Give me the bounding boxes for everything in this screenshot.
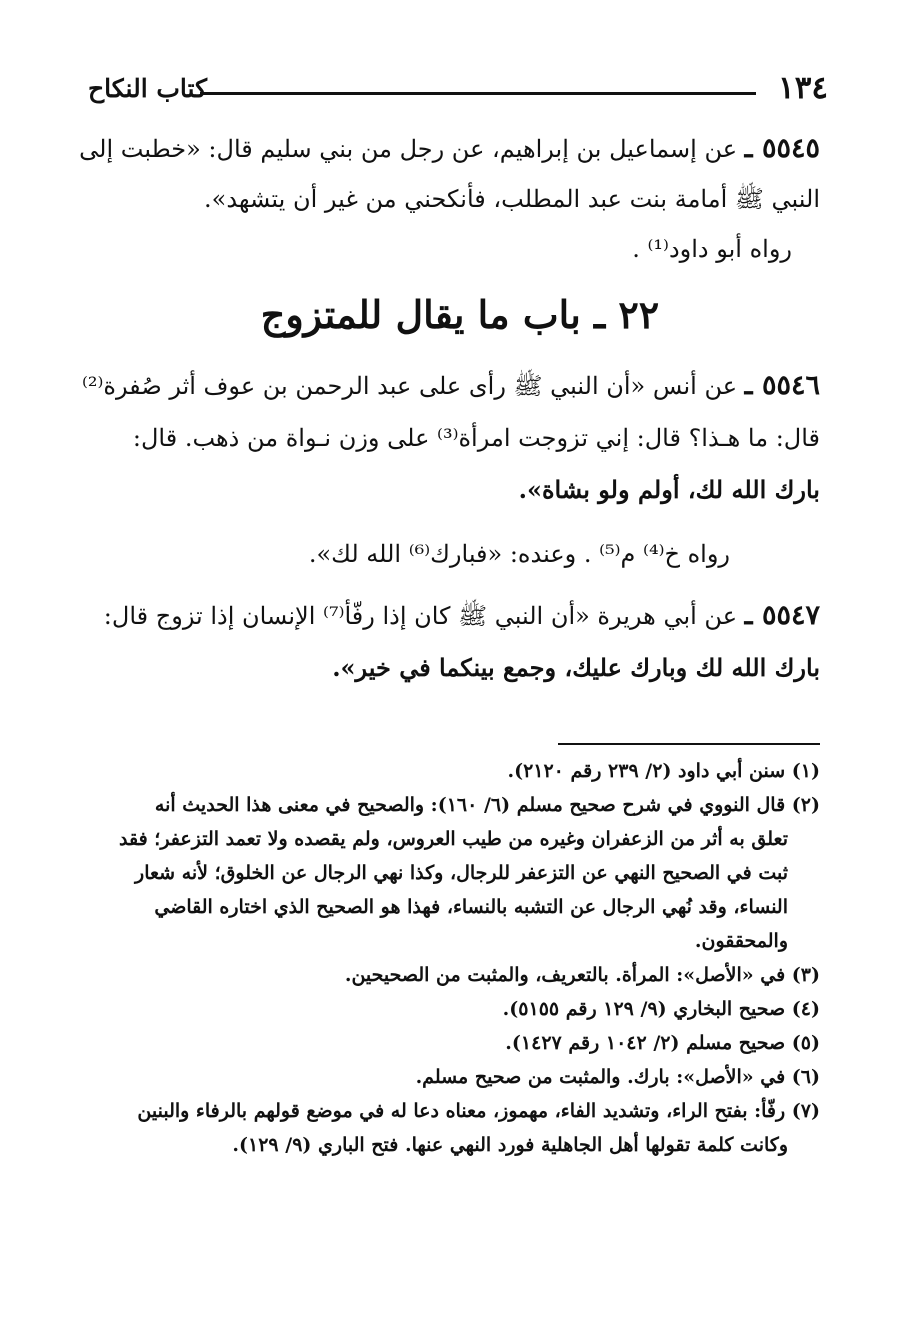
- footnote-line: (٦) في «الأصل»: بارك. والمثبت من صحيح مسلم.: [415, 1066, 820, 1088]
- footnote-line: (٣) في «الأصل»: المرأة. بالتعريف، والمثبت من الصحيحين.: [344, 964, 820, 986]
- footnote-7: [92, 1094, 820, 1162]
- page-number: ١٣٤: [778, 70, 828, 106]
- footnote-6: [92, 1060, 820, 1094]
- hadith-5545-line-1: ٥٥٤٥ ـ عن إسماعيل بن إبراهيم، عن رجل من بني سليم قال: «خطبت إلى: [79, 133, 820, 164]
- hadith-5547: [92, 590, 820, 694]
- footnote-2: [92, 788, 820, 958]
- footnote-line: (٧) رفّأ: بفتح الراء، وتشديد الفاء، مهموز، معناه دعا له في موضع قولهم بالرفاء والبنين: [137, 1100, 820, 1122]
- page-header: [88, 70, 828, 110]
- footnote-1: [92, 754, 820, 788]
- footnote-5: [92, 1026, 820, 1060]
- hadith-5546-source: رواه خ⁽⁴⁾ م⁽⁵⁾ . وعنده: «فبارك⁽⁶⁾ الله لك».: [308, 540, 730, 568]
- footnote-line: تعلق به أثر من الزعفران وغيره من طيب العروس، ولم يقصده ولا تعمد التزعفر؛ فقد: [119, 828, 788, 850]
- header-rule: [200, 92, 756, 95]
- footnote-line: (٥) صحيح مسلم (٢/ ١٠٤٢ رقم ١٤٢٧).: [505, 1032, 820, 1054]
- footnote-line: والمحققون.: [694, 930, 788, 952]
- hadith-number: ٥٥٤٦ ـ: [744, 370, 820, 401]
- footnote-4: [92, 992, 820, 1026]
- footnote-line: (١) سنن أبي داود (٢/ ٢٣٩ رقم ٢١٢٠).: [507, 760, 820, 782]
- footnote-separator: [558, 743, 820, 745]
- footnote-line: (٢) قال النووي في شرح صحيح مسلم (٦/ ١٦٠): والصحيح في معنى هذا الحديث أنه: [154, 794, 820, 816]
- hadith-5547-line-2: بارك الله لك وبارك عليك، وجمع بينكما في خير».: [332, 653, 820, 682]
- chapter-title: ٢٢ ـ باب ما يقال للمتزوج: [260, 292, 660, 337]
- footnote-line: (٤) صحيح البخاري (٩/ ١٢٩ رقم ٥١٥٥).: [502, 998, 820, 1020]
- hadith-5545-line-2: النبي ﷺ أمامة بنت عبد المطلب، فأنكحني من غير أن يتشهد».: [204, 185, 820, 213]
- footnote-line: النساء، وقد نُهي الرجال عن التشبه بالنساء، فهذا هو الصحيح الذي اختاره القاضي: [154, 896, 788, 918]
- footnote-line: ثبت في الصحيح النهي عن التزعفر للرجال، وكذا نهي الرجال عن الخلوق؛ لأنه شعار: [135, 862, 788, 884]
- hadith-5545-source: رواه أبو داود⁽¹⁾ .: [632, 235, 792, 263]
- hadith-5547-line-1: ٥٥٤٧ ـ عن أبي هريرة «أن النبي ﷺ كان إذا رفّأ⁽⁷⁾ الإنسان إذا تزوج قال:: [103, 600, 820, 631]
- footnote-3: [92, 958, 820, 992]
- hadith-5546: [81, 360, 820, 580]
- book-title: كتاب النكاح: [88, 74, 207, 103]
- footnotes: [92, 754, 820, 1162]
- hadith-5546-line-1: ٥٥٤٦ ـ عن أنس «أن النبي ﷺ رأى على عبد الرحمن بن عوف أثر صُفرة⁽²⁾: [81, 370, 820, 401]
- hadith-number: ٥٥٤٧ ـ: [744, 600, 820, 631]
- hadith-5545: [79, 124, 820, 274]
- hadith-5546-line-3: بارك الله لك، أولم ولو بشاة».: [518, 475, 820, 504]
- hadith-number: ٥٥٤٥ ـ: [744, 133, 820, 164]
- footnote-line: وكانت كلمة تقولها أهل الجاهلية فورد النهي عنها. فتح الباري (٩/ ١٢٩).: [232, 1134, 788, 1156]
- hadith-5546-line-2: قال: ما هـذا؟ قال: إني تزوجت امرأة⁽³⁾ على وزن نـواة من ذهب. قال:: [132, 424, 820, 452]
